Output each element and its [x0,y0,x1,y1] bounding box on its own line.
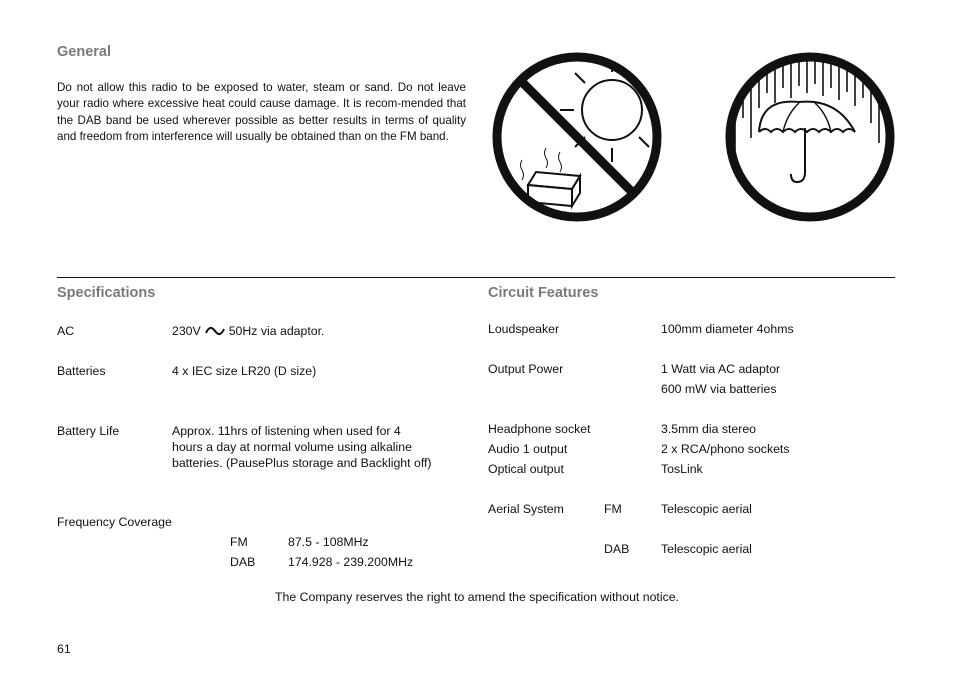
battery-life-line: batteries. (PausePlus storage and Backlight off) [172,456,432,470]
ac-voltage: 230V [172,324,201,338]
battery-life-value [172,423,432,471]
no-heat-sun-icon [488,48,666,226]
loudspeaker-label: Loudspeaker [488,322,560,336]
page-number: 61 [57,642,71,656]
batteries-value: 4 x IEC size LR20 (D size) [172,364,317,378]
frequency-range-dab: 174.928 - 239.200MHz [288,555,414,569]
loudspeaker-value: 100mm diameter 4ohms [661,322,794,336]
section-divider [57,277,895,278]
headphone-value: 3.5mm dia stereo [661,422,757,436]
batteries-label: Batteries [57,364,106,378]
aerial-band-fm: FM [604,502,622,516]
aerial-label: Aerial System [488,502,564,516]
output-power-ac: 1 Watt via AC adaptor [661,362,781,376]
frequency-range-fm: 87.5 - 108MHz [288,535,369,549]
audio-output-value: 2 x RCA/phono sockets [661,442,790,456]
aerial-value-dab: Telescopic aerial [661,542,752,556]
general-heading: General [57,44,111,60]
battery-life-label: Battery Life [57,424,120,438]
frequency-band-dab: DAB [230,555,256,569]
frequency-band-fm: FM [230,535,248,549]
ac-frequency: 50Hz via adaptor. [228,324,325,338]
audio-output-label: Audio 1 output [488,442,568,456]
circuit-heading: Circuit Features [488,285,599,301]
battery-life-line: Approx. 11hrs of listening when used for 4 [172,424,401,438]
battery-life-line: hours a day at normal volume using alkaline [172,440,412,454]
output-power-label: Output Power [488,362,564,376]
general-paragraph: Do not allow this radio to be exposed to water, steam or sand. Do not leave your radio where excessive heat could cause damage. It is recom-mended that the DAB band be used wherever possible as better results in terms of quality and freedom from interference will usually be obtained than on the FM band. [57,81,466,143]
optical-output-label: Optical output [488,462,564,476]
frequency-label: Frequency Coverage [57,515,172,529]
aerial-value-fm: Telescopic aerial [661,502,752,516]
specification-notice: The Company reserves the right to amend the specification without notice. [275,590,679,604]
output-power-battery: 600 mW via batteries [661,382,777,396]
headphone-label: Headphone socket [488,422,591,436]
optical-output-value: TosLink [661,462,703,476]
umbrella-rain-icon [721,48,899,226]
ac-wave-icon [204,324,226,338]
aerial-band-dab: DAB [604,542,630,556]
ac-value [172,323,324,340]
ac-label: AC [57,324,75,338]
specifications-heading: Specifications [57,285,156,301]
